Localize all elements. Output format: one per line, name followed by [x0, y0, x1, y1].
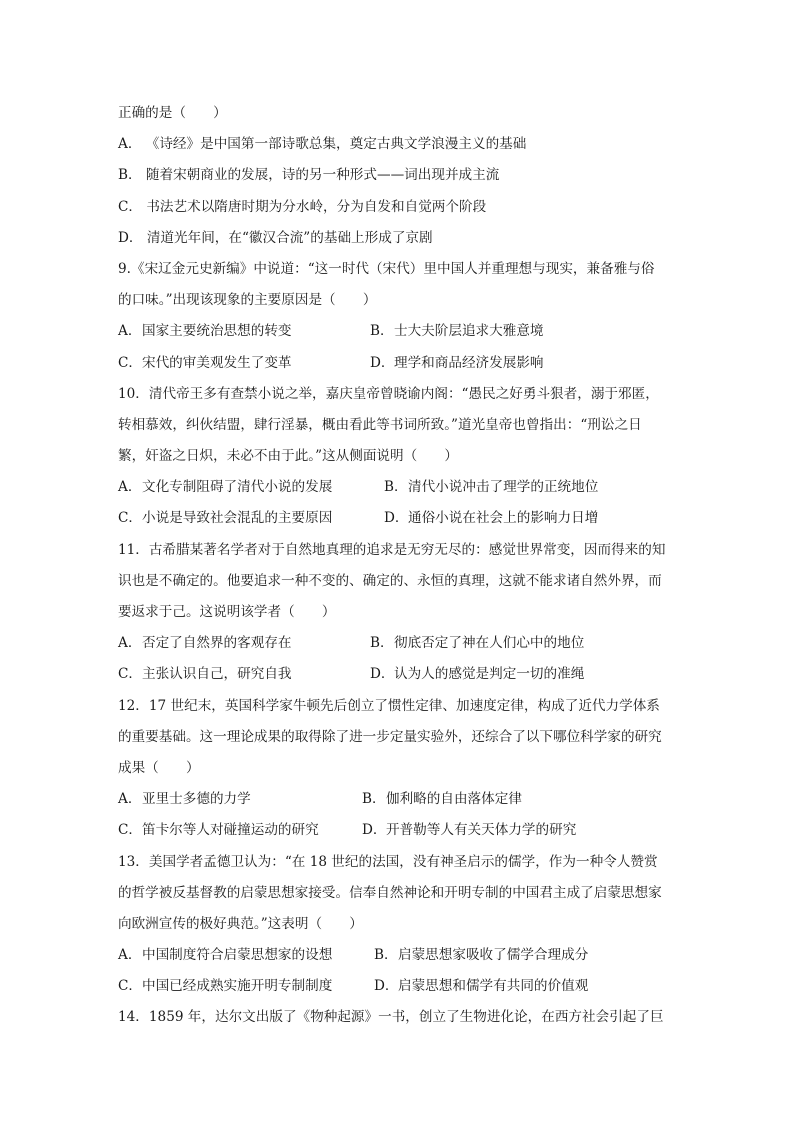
q9-option-d: D．理学和商品经济发展影响 — [370, 354, 544, 371]
q11-options-cd — [118, 659, 678, 690]
q11-option-b: B．彻底否定了神在人们心中的地位 — [370, 635, 585, 652]
q13-options-cd — [118, 971, 678, 1002]
q10-stem-line-2: 转相慕效，纠伙结盟，肆行淫暴，概由看此等书词所致。”道光皇帝也曾指出：“刑讼之日 — [118, 416, 642, 433]
q12-stem-line-1: 12．17 世纪末，英国科学家牛顿先后创立了惯性定律、加速度定律，构成了近代力学体系 — [118, 697, 660, 714]
q10-options-cd — [118, 503, 678, 534]
q11-option-d: D．认为人的感觉是判定一切的准绳 — [370, 666, 585, 683]
q8-stem-tail: 正确的是（ ） — [118, 105, 227, 121]
q12-option-a: A．亚里士多德的力学 — [118, 791, 251, 808]
q11-stem-line-3: 要返求于己。这说明该学者（ ） — [118, 604, 336, 620]
q8-option-c: C． 书法艺术以隋唐时期为分水岭，分为自发和自觉两个阶段 — [118, 198, 487, 215]
q13-option-b: B．启蒙思想家吸收了儒学合理成分 — [374, 947, 589, 964]
q8-option-a: A． 《诗经》是中国第一部诗歌总集，奠定古典文学浪漫主义的基础 — [118, 136, 527, 153]
q13-option-c: C．中国已经成熟实施开明专制制度 — [118, 978, 333, 995]
q12-option-c: C．笛卡尔等人对碰撞运动的研究 — [118, 822, 319, 839]
q13-options-ab — [118, 940, 678, 971]
q10-option-b: B．清代小说冲击了理学的正统地位 — [384, 479, 599, 496]
q10-option-a: A．文化专制阻碍了清代小说的发展 — [118, 479, 333, 496]
q9-option-c: C．宋代的审美观发生了变革 — [118, 354, 292, 371]
q12-options-ab — [118, 784, 678, 815]
q9-options-cd — [118, 348, 678, 379]
q11-stem-line-1: 11．古希腊某著名学者对于自然地真理的追求是无穷无尽的：感觉世界常变，因而得来的知 — [118, 541, 666, 558]
q9-option-a: A．国家主要统治思想的转变 — [118, 323, 292, 340]
q10-option-c: C．小说是导致社会混乱的主要原因 — [118, 510, 333, 527]
q11-options-ab — [118, 628, 678, 659]
q11-stem-line-2: 识也是不确定的。他要追求一种不变的、确定的、永恒的真理，这就不能求诸自然外界，而 — [118, 572, 662, 589]
q13-option-a: A．中国制度符合启蒙思想家的设想 — [118, 947, 333, 964]
q9-stem-line-2: 的口味。”出现该现象的主要原因是（ ） — [118, 292, 377, 309]
q13-stem-line-2: 的哲学被反基督教的启蒙思想家接受。信奉自然神论和开明专制的中国君主成了启蒙思想家 — [118, 884, 662, 901]
q8-option-b: B． 随着宋朝商业的发展，诗的另一种形式——词出现并成主流 — [118, 167, 500, 184]
q12-option-d: D．开普勒等人有关天体力学的研究 — [362, 822, 577, 839]
q10-options-ab — [118, 472, 678, 503]
q12-option-b: B．伽利略的自由落体定律 — [362, 791, 522, 808]
q11-option-c: C．主张认识自己，研究自我 — [118, 666, 292, 683]
q9-stem-line-1: 9.《宋辽金元史新编》中说道：“这一时代（宋代）里中国人并重理想与现实，兼备雅与俗 — [118, 260, 655, 277]
q12-options-cd — [118, 815, 678, 846]
q13-stem-line-1: 13．美国学者孟德卫认为：“在 18 世纪的法国，没有神圣启示的儒学，作为一种令人赞赏 — [118, 853, 658, 870]
q10-stem-line-3: 繁，奸盗之日炽，未必不由于此。”这从侧面说明（ ） — [118, 448, 458, 465]
q10-stem-line-1: 10．清代帝王多有查禁小说之举，嘉庆皇帝曾晓谕内阁：“愚民之好勇斗狠者，溺于邪匿， — [118, 385, 659, 402]
q14-stem-line-1: 14．1859 年，达尔文出版了《物种起源》一书，创立了生物进化论，在西方社会引起了巨 — [118, 1009, 664, 1026]
q12-stem-line-3: 成果（ ） — [118, 759, 200, 776]
q9-options-ab — [118, 316, 678, 347]
q13-option-d: D．启蒙思想和儒学有共同的价值观 — [374, 978, 589, 995]
exam-page — [118, 98, 678, 1034]
q11-option-a: A．否定了自然界的客观存在 — [118, 635, 292, 652]
q9-option-b: B．士大夫阶层追求大雅意境 — [370, 323, 544, 340]
q12-stem-line-2: 的重要基础。这一理论成果的取得除了进一步定量实验外，还综合了以下哪位科学家的研究 — [118, 728, 662, 745]
q8-option-d: D． 清道光年间，在“徽汉合流”的基础上形成了京剧 — [118, 229, 433, 246]
q10-option-d: D．通俗小说在社会上的影响力日增 — [384, 510, 599, 527]
q13-stem-line-3: 向欧洲宣传的极好典范。”这表明（ ） — [118, 915, 363, 932]
